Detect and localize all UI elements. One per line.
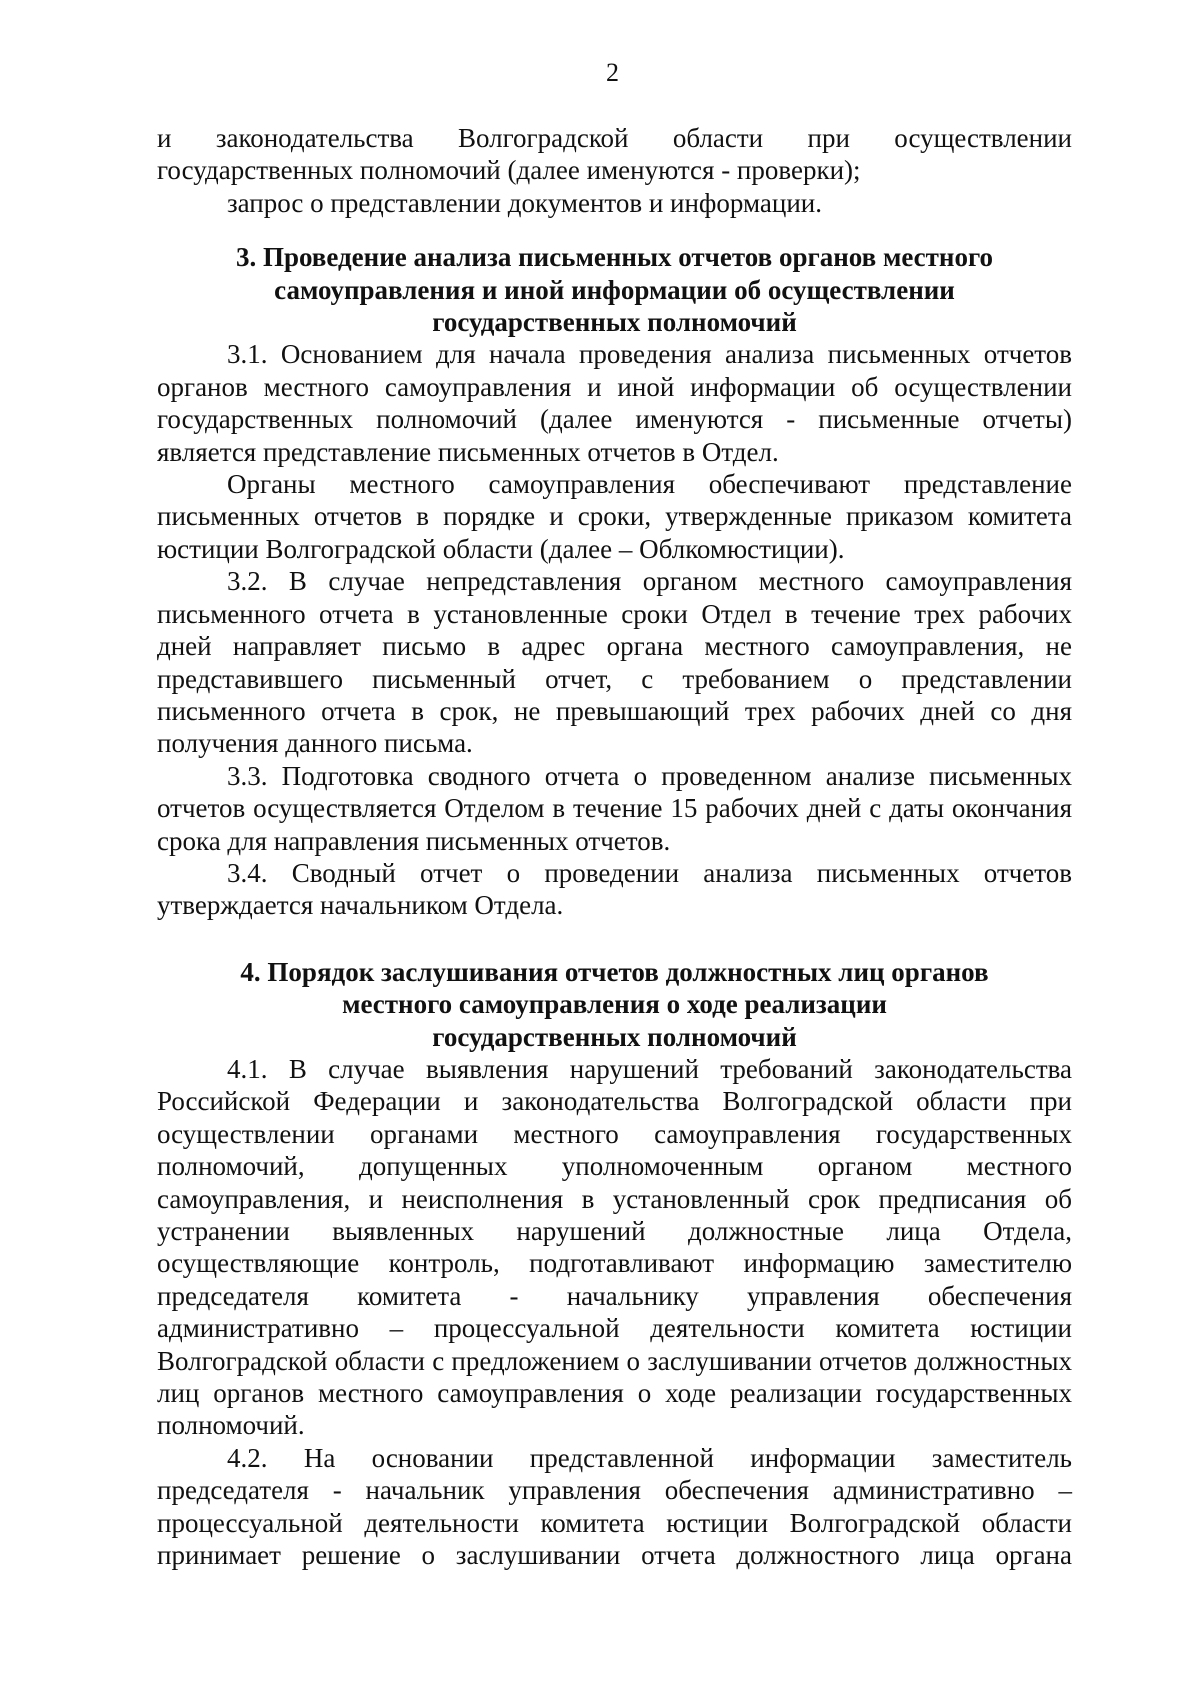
- paragraph-3-4: 3.4. Сводный отчет о проведении анализа письменных отчетов утверждается начальником Отдела.: [157, 857, 1072, 921]
- paragraph-4-2: 4.2. На основании представленной информации заместитель председателя - начальник управления обеспечения административно – процессуальной деятельности комитета юстиции Волгоградской области принимает решение о заслушивании отчета должностного лица органа: [157, 1442, 1072, 1571]
- paragraph-3-2: 3.2. В случае непредставления органом местного самоуправления письменного отчета в установленные сроки Отдел в течение трех рабочих дней направляет письмо в адрес органа местного самоуправления, не представившего письменный отчет, с требованием о представлении письменного отчета в срок, не превышающий трех рабочих дней со дня получения данного письма.: [157, 566, 1072, 759]
- continued-line: государственных полномочий (далее именуются - проверки);: [157, 155, 861, 186]
- heading-line: государственных полномочий: [432, 1021, 797, 1052]
- heading-line: самоуправления и иной информации об осуществлении: [274, 274, 955, 305]
- document-body: [157, 122, 1072, 1571]
- paragraph-3-1-b: Органы местного самоуправления обеспечивают представление письменных отчетов в порядке и сроки, утвержденные приказом комитета юстиции Волгоградской области (далее – Облкомюстиции).: [157, 469, 1072, 564]
- paragraph: запрос о представлении документов и информации.: [227, 187, 823, 218]
- page-number: 2: [606, 58, 619, 87]
- heading-line: государственных полномочий: [432, 307, 797, 338]
- section-4-heading: [157, 956, 1072, 1053]
- continued-line: и законодательства Волгоградской области при осуществлении: [157, 123, 1072, 153]
- heading-line: местного самоуправления о ходе реализации: [342, 989, 887, 1020]
- heading-line: 3. Проведение анализа письменных отчетов органов местного: [235, 242, 994, 273]
- paragraph-3-1: 3.1. Основанием для начала проведения анализа письменных отчетов органов местного самоуправления и иной информации об осуществлении государственных полномочий (далее именуются - письменные отчеты) является представление письменных отчетов в Отдел.: [157, 339, 1072, 467]
- heading-line: 4. Порядок заслушивания отчетов должностных лиц органов: [240, 956, 989, 987]
- paragraph-4-1: 4.1. В случае выявления нарушений требований законодательства Российской Федерации и законодательства Волгоградской области при осуществлении органами местного самоуправления государственных полномочий, допущенных уполномоченным органом местного самоуправления, и неисполнения в установленный срок предписания об устранении выявленных нарушений должностные лица Отдела, осуществляющие контроль, подготавливают информацию заместителю председателя комитета - начальнику управления обеспечения административно – процессуальной деятельности комитета юстиции Волгоградской области с предложением о заслушивании отчетов должностных лиц органов местного самоуправления о ходе реализации государственных полномочий.: [157, 1053, 1072, 1441]
- section-3-heading: [157, 241, 1072, 338]
- paragraph-3-3: 3.3. Подготовка сводного отчета о проведенном анализе письменных отчетов осуществляется Отделом в течение 15 рабочих дней с даты окончания срока для направления письменных отчетов.: [157, 760, 1072, 856]
